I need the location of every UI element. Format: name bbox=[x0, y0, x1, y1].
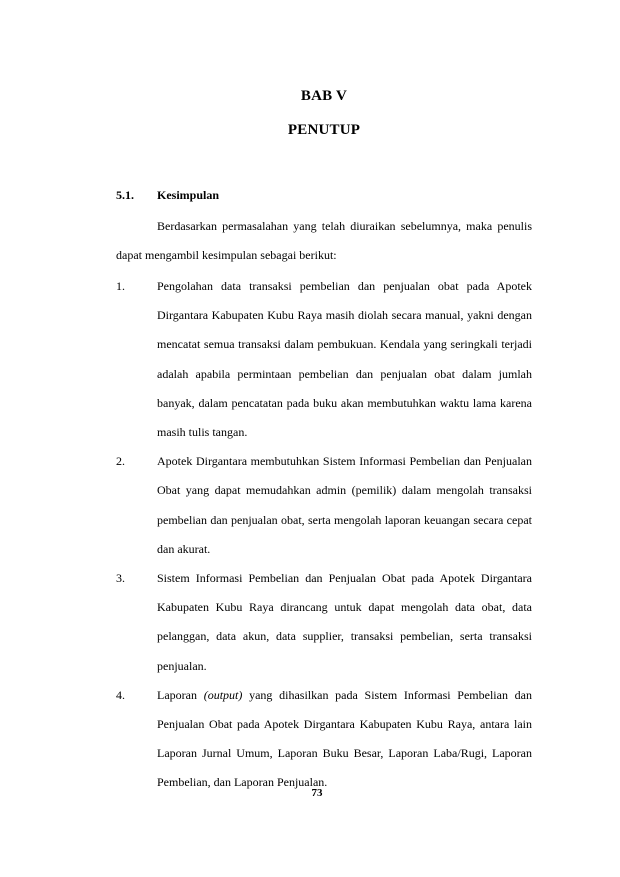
intro-paragraph: Berdasarkan permasalahan yang telah diuraikan sebelumnya, maka penulis dapat mengambil kesimpulan sebagai berikut: bbox=[116, 219, 532, 262]
list-text: Pengolahan data transaksi pembelian dan penjualan obat pada Apotek Dirgantara Kabupaten Kubu Raya masih diolah secara manual, yakni dengan mencatat semua transaksi dalam pembukuan. Kendala yang seringkali terjadi adalah apabila permintaan pembelian dan penjualan obat dalam jumlah banyak, dalam pencatatan pada buku akan membutuhkan waktu lama karena masih tulis tangan. bbox=[157, 279, 532, 440]
list-item bbox=[116, 272, 532, 447]
list-item bbox=[116, 681, 532, 798]
chapter-number: BAB V bbox=[300, 88, 348, 104]
list-text-part: Laporan bbox=[157, 687, 204, 702]
list-marker: 1. bbox=[116, 279, 125, 293]
list-item bbox=[116, 447, 532, 564]
section-number: 5.1. bbox=[116, 188, 134, 202]
list-text-part: yang dihasilkan pada Sistem Informasi Pembelian dan Penjualan Obat pada Apotek Dirgantara Kabupaten Kubu Raya, antara lain Laporan Jurnal Umum, Laporan Buku Besar, Laporan Laba/Rugi, Laporan Pembelian, dan Laporan Penjualan. bbox=[157, 687, 532, 790]
section-title: Kesimpulan bbox=[157, 188, 220, 202]
list-text: Sistem Informasi Pembelian dan Penjualan Obat pada Apotek Dirgantara Kabupaten Kubu Raya dirancang untuk dapat mengolah data obat, data pelanggan, data akun, data supplier, transaksi pembelian, serta transaksi penjualan. bbox=[157, 571, 532, 673]
list-text bbox=[157, 681, 532, 798]
chapter-title: PENUTUP bbox=[287, 122, 361, 138]
list-text: Apotek Dirgantara membutuhkan Sistem Informasi Pembelian dan Penjualan Obat yang dapat memudahkan admin (pemilik) dalam mengolah transaksi pembelian dan penjualan obat, serta mengolah laporan keuangan secara cepat dan akurat. bbox=[157, 454, 532, 556]
section-heading bbox=[116, 188, 219, 203]
list-item bbox=[116, 564, 532, 681]
conclusion-list bbox=[116, 272, 532, 798]
list-text-italic: (output) bbox=[203, 687, 243, 702]
list-marker: 4. bbox=[116, 687, 125, 702]
page-number: 73 bbox=[311, 787, 323, 799]
list-marker: 3. bbox=[116, 571, 125, 586]
list-marker: 2. bbox=[116, 454, 125, 469]
